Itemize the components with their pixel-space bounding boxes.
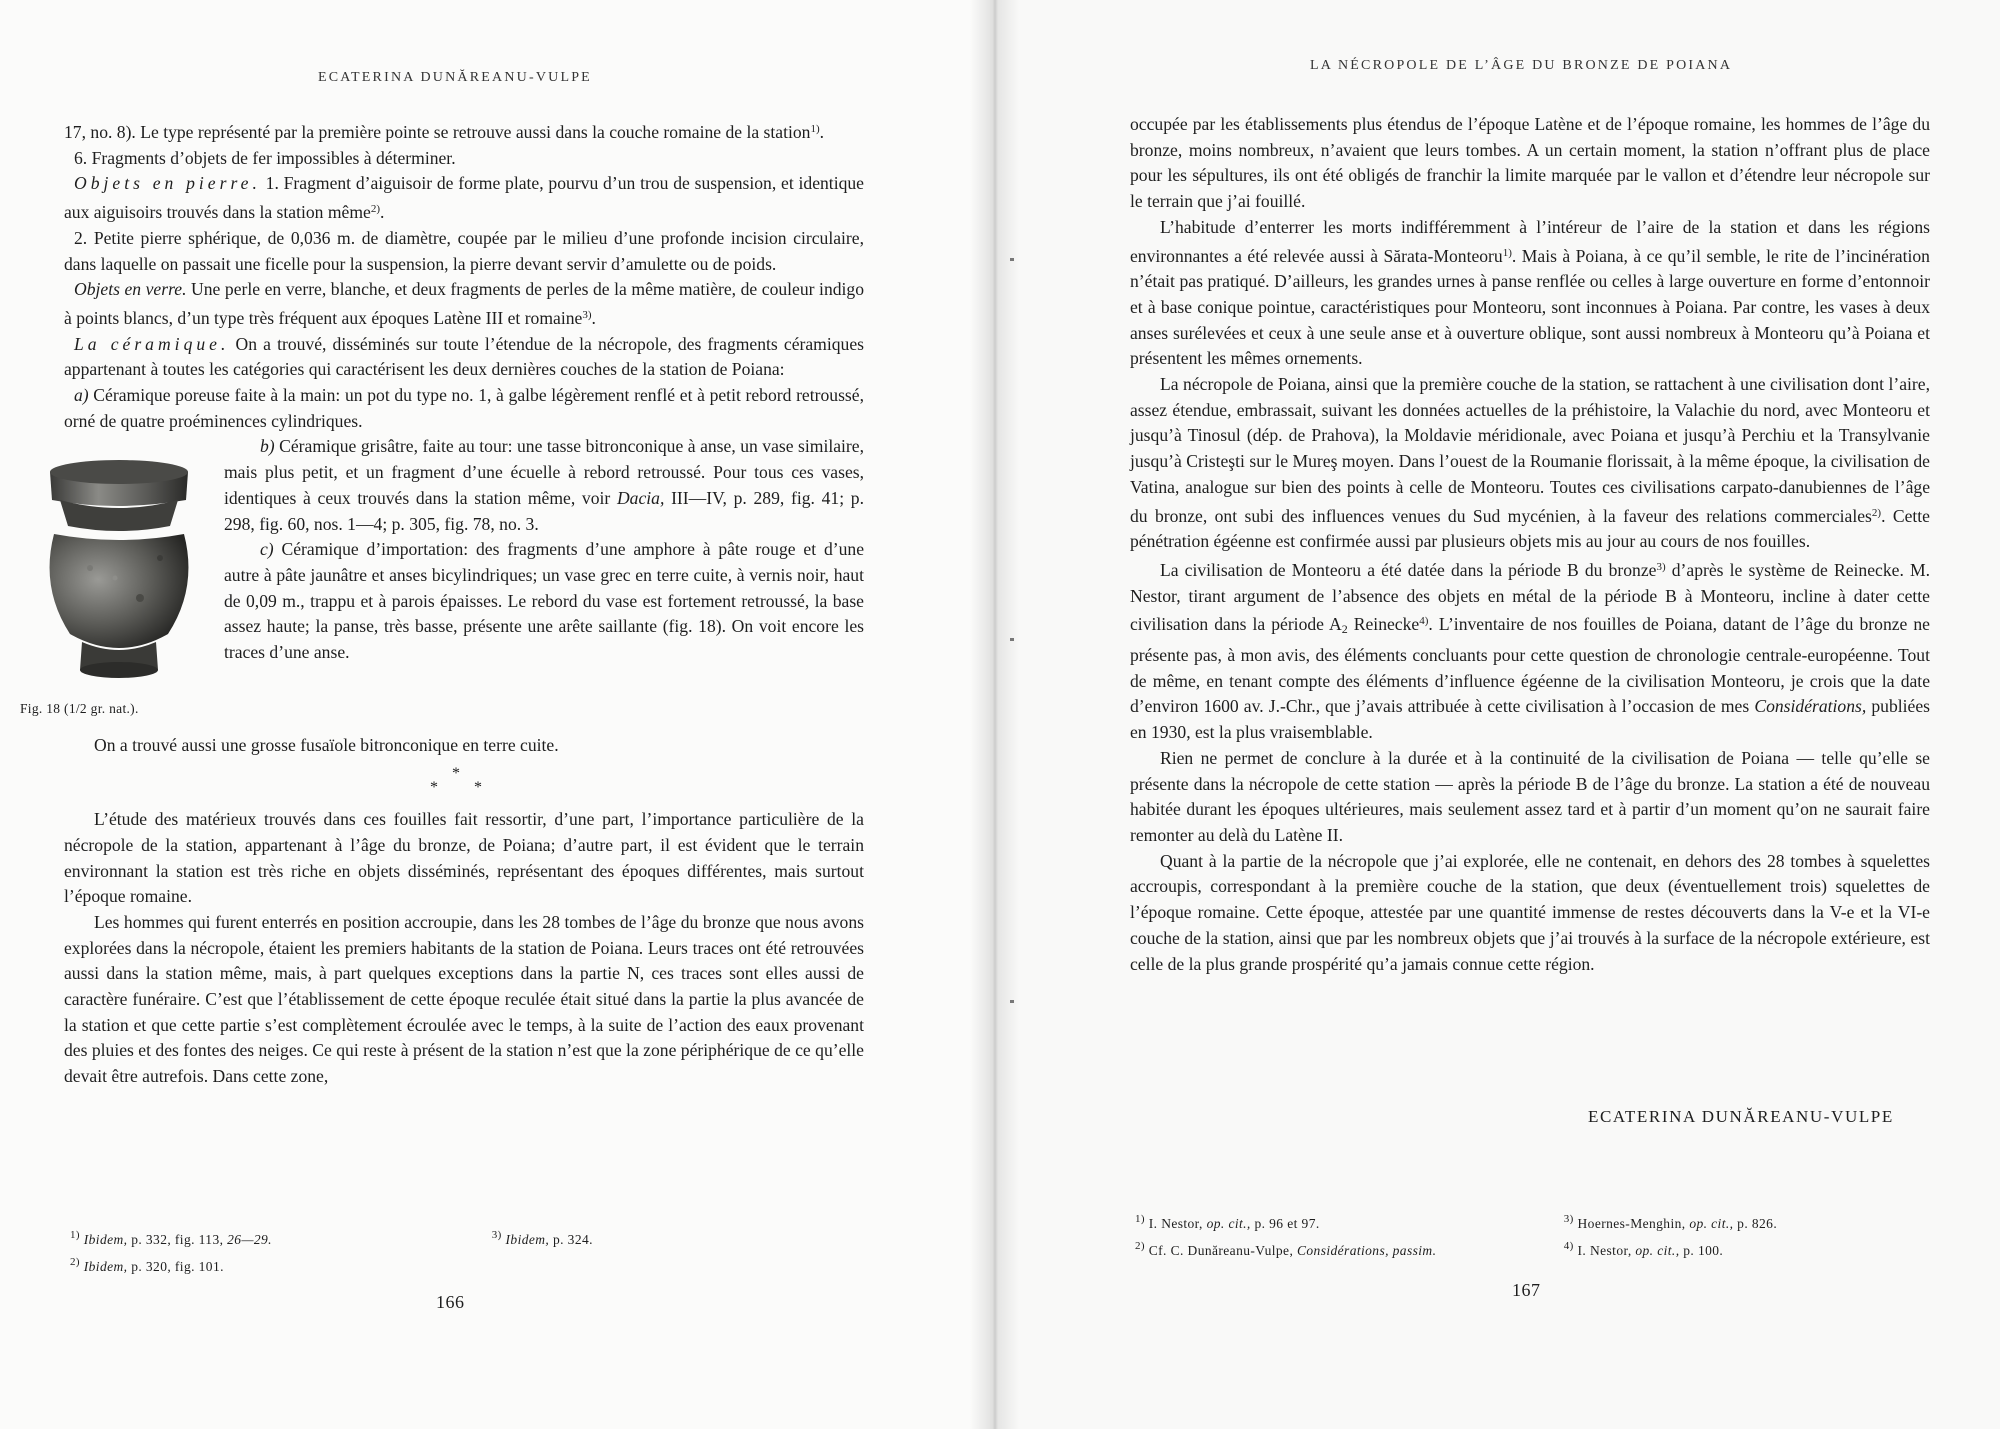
footnote-column [1135, 1208, 1560, 1262]
figure-wrap-area [20, 383, 865, 733]
footnote: $^{1)}$ Ibidem, p. 332, fig. 113, 26—29. [70, 1229, 272, 1247]
page-number-right: 167 [1512, 1280, 1541, 1300]
right-page [990, 0, 2000, 1429]
right-body-text [1130, 112, 1930, 977]
footnote: $^{3)}$ Ibidem, p. 324. [491, 1229, 593, 1247]
vase-illustration [20, 438, 210, 688]
paragraph: b) Céramique grisâtre, faite au tour: une tasse bitronconique à anse, un vase similaire, mais plus petit, et un fragment d’une écuelle à rebord retroussé. Pour tous ces vases, identiques à ceux trouvés dans la station même, voir Dacia, III—IV, p. 289, fig. 41; p. 298, fig. 60, nos. 1—4; p. 305, fig. 78, no. 3. [224, 436, 865, 534]
margin-tick [1010, 638, 1014, 641]
paragraph: 2. Petite pierre sphérique, de 0,036 m. de diamètre, coupée par le milieu d’une profonde incision circulaire, dans laquelle on passait une ficelle pour la suspension, la pierre devant servir d’amulette ou de poids. [64, 227, 864, 274]
paragraph: Objets en pierre. 1. Fragment d’aiguisoir de forme plate, pourvu d’un trou de suspension, et identique aux aiguisoirs trouvés dans la station même$^{2)}$. [64, 173, 864, 223]
footnote-column [492, 1224, 593, 1251]
paragraph: Rien ne permet de conclure à la durée et à la continuité de la civilisation de Poiana — telle qu’elle se présente dans la nécropole de cette station — après la période B de l’âge du bronze. La station a été de nouveau habitée durant les époques ultérieures, mais seulement assez tard et à partir d’un moment qu’on ne saurait faire remonter au delà du Latène II. [1130, 747, 1930, 845]
section-lead: Objets en verre. [74, 279, 187, 300]
footnote: $^{3)}$ Hoernes-Menghin, op. cit., p. 826. [1563, 1213, 1778, 1231]
paragraph: L’habitude d’enterrer les morts indifféremment à l’intéreur de l’aire de la station et dans les régions environnantes a été relevée aussi à Sărata-Monteoru$^{1)}$. Mais à Poiana, à ce qu’il semble, le rite de l’incinération n’était pas pratiqué. D’ailleurs, les grandes urnes à panse renflée ou celles à large ouverture en forme d’entonnoir et à base conique pointue, caractéristiques pour Monteoru, sont inconnues à Poiana. Par contre, les vases à deux anses surélevées et ceux à une seule anse et à ouverture oblique, sont aussi nombreux à Monteoru qu’à Poiana et présentent les mêmes ornements. [1130, 216, 1930, 369]
section-lead: La céramique. [74, 333, 230, 354]
footnote: $^{2)}$ Cf. C. Dunăreanu-Vulpe, Considérations, passim. [1135, 1240, 1437, 1258]
running-head-left: ECATERINA DUNĂREANU-VULPE [318, 70, 592, 85]
left-body-text [20, 117, 865, 1090]
paragraph: 6. Fragments d’objets de fer impossibles à déterminer. [74, 147, 456, 168]
footnote: $^{1)}$ I. Nestor, op. cit., p. 96 et 97. [1135, 1213, 1320, 1231]
paragraph: Quant à la partie de la nécropole que j’ai explorée, elle ne contenait, en dehors des 28 tombes à squelettes accroupis, correspondant à la première couche de la station, que deux (éventuellement trois) squelettes de l’époque romaine. Cette époque, attestée par une quantité immense de restes découverts dans la V-e et la VI-e couche de la station, ainsi que par les nombreux objets que j’ai trouvés à la surface de la nécropole extérieure, est celle de la plus grande prospérité qu’a jamais connue cette région. [1130, 850, 1930, 974]
margin-tick [1010, 1000, 1014, 1003]
page-number-left: 166 [436, 1292, 465, 1312]
paragraph: Les hommes qui furent enterrés en position accroupie, dans les 28 tombes de l’âge du bronze que nous avons explorées dans la nécropole, étaient les premiers habitants de la station de Poiana. Leurs traces ont été retrouvées aussi dans la station même, mais, à part quelques exceptions dans la partie N, ces traces sont elles aussi de caractère funéraire. C’est que l’établissement de cette époque reculée était situé dans la partie la plus avancée de la station et que cette partie s’est complètement écroulée avec le temps, à la suite de l’action des eaux provenant des pluies et des fontes des neiges. Ce qui reste à présent de la station n’est que la zone périphérique de ce qu’elle devait être autrefois. Dans cette zone, [64, 911, 864, 1087]
footnote: $^{4)}$ I. Nestor, op. cit., p. 100. [1563, 1240, 1724, 1258]
left-page [0, 0, 990, 1429]
footnotes-left [70, 1224, 850, 1278]
paragraph: On a trouvé aussi une grosse fusaïole bitronconique en terre cuite. [94, 735, 559, 756]
footnote-column [1564, 1208, 1777, 1262]
footnotes-right [1135, 1208, 1935, 1262]
figure-caption: Fig. 18 (1/2 gr. nat.). [20, 701, 139, 717]
footnote-column [70, 1224, 488, 1278]
section-separator: * * * [430, 765, 498, 797]
paragraph: La civilisation de Monteoru a été datée dans la période B du bronze$^{3)}$ d’après le système de Reinecke. M. Nestor, tirant argument de l’absence des objets en métal de la période B à Monteoru, incline à dater cette civilisation dans la période $A_2$ Reinecke$^{4)}$. L’inventaire de nos fouilles de Poiana, datant de l’âge du bronze ne présente pas, à mon avis, des éléments concluants pour cette question de chronologie centrale-européenne. Tout de même, en tenant compte des éléments d’influence égéenne de la civilisation Monteoru, je crois que la date d’environ 1600 av. J.-Chr., que j’avais attribuée à cette civilisation à l’occasion de mes Considérations, publiées en 1930, est la plus vraisemblable. [1130, 559, 1931, 743]
paragraph: 17, no. 8). Le type représenté par la première pointe se retrouve aussi dans la couche romaine de la station$^{1)}$. [64, 122, 825, 142]
paragraph: occupée par les établissements plus étendus de l’époque Latène et de l’époque romaine, les hommes de l’âge du bronze, moins nombreux, n’avaient que leurs tombes. A un certain moment, la station n’offrant plus de place pour les sépultures, ils ont été obligés de franchir la limite marquée par le vallon et d’étendre leur nécropole sur le terrain que j’ai fouillé. [1130, 114, 1930, 212]
author-signature: ECATERINA DUNĂREANU-VULPE [1588, 1107, 1894, 1126]
paragraph: L’étude des matérieux trouvés dans ces fouilles fait ressortir, d’une part, l’importance particulière de la nécropole de la station, appartenant à l’âge du bronze, de Poiana; d’autre part, il est évident que le terrain environnant la station est très riche en objets disséminés, représentant des époques différentes, mais surtout l’époque romaine. [64, 809, 864, 907]
footnote: $^{2)}$ Ibidem, p. 320, fig. 101. [70, 1256, 224, 1274]
book-gutter [970, 0, 1020, 1429]
paragraph: a) Céramique poreuse faite à la main: un pot du type no. 1, à galbe légèrement renflé et à petit rebord retroussé, orné de quatre proéminences cylindriques. [64, 385, 864, 431]
paragraph: Objets en verre. Une perle en verre, blanche, et deux fragments de perles de la même matière, de couleur indigo à points blancs, d’un type très fréquent aux époques Latène III et romaine$^{3)}$. [64, 279, 865, 328]
margin-tick [1010, 258, 1014, 261]
paragraph: La nécropole de Poiana, ainsi que la première couche de la station, se rattachent à une civilisation dont l’aire, assez étendue, embrassait, suivant les données actuelles de la préhistoire, la Valachie du nord, avec Monteoru et jusqu’à Tinosul (dép. de Prahova), la Moldavie méridionale, avec Poiana et jusqu’à Perchiu et la Transylvanie jusqu’à Cristeşti sur le Mureş moyen. Dans l’ouest de la Roumanie florissait, à la même époque, la civilisation de Vatina, analogue sur bien des points à celle de Monteoru. Toutes ces civilisations carpato-danubiennes de l’âge du bronze, ont subi des influences venues du Sud mycénien, à la faveur des relations commerciales$^{2)}$. Cette pénétration égéenne est confirmée aussi par plusieurs objets mis au jour au cours de nos fouilles. [1130, 374, 1930, 552]
paragraph: La céramique. On a trouvé, disséminés sur toute l’étendue de la nécropole, des fragments céramiques appartenant à toutes les catégories qui caractérisent les deux dernières couches de la station de Poiana: [64, 333, 865, 380]
section-lead: Objets en pierre. [74, 173, 261, 194]
running-head-right: LA NÉCROPOLE DE L’ÂGE DU BRONZE DE POIANA [1310, 58, 1733, 73]
figure-18 [20, 438, 210, 733]
paragraph: c) Céramique d’importation: des fragments d’une amphore à pâte rouge et d’une autre à pâte jaunâtre et anses bicylindriques; un vase grec en terre cuite, à vernis noir, haut de 0,09 m., trappu et à parois épaisses. Le rebord du vase est fortement retroussé, la base assez haute; la panse, très basse, présente une arête saillante (fig. 18). On voit encore les traces d’une anse. [224, 539, 864, 663]
